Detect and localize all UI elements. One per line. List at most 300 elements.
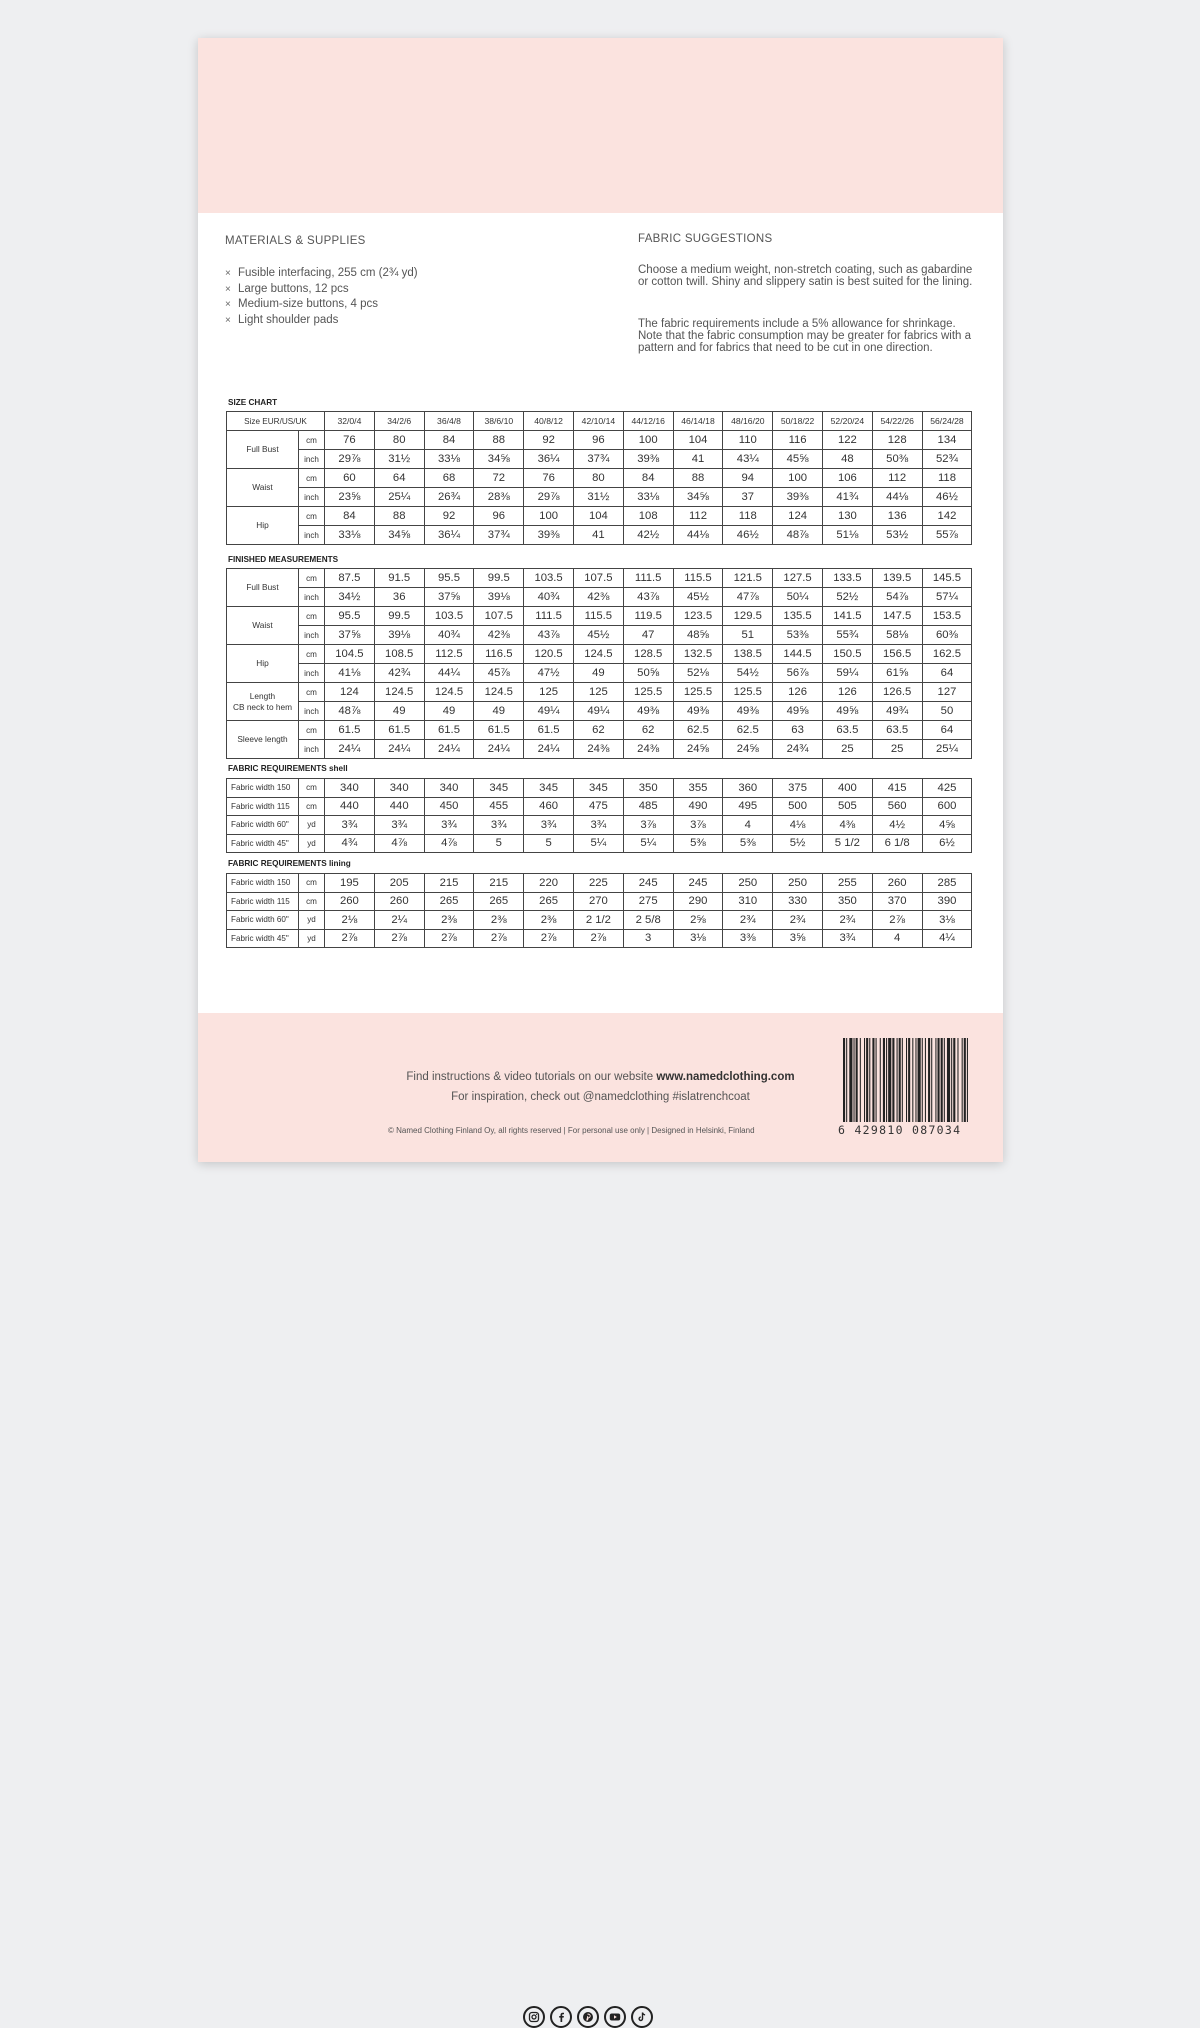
barcode-bar (953, 1038, 955, 1122)
barcode-bar (928, 1038, 930, 1122)
pattern-back-sheet (198, 38, 1003, 1162)
requirement-label: Fabric width 60" (227, 911, 299, 930)
tiktok-icon[interactable] (631, 2006, 653, 2028)
value-cell: 24⅜ (623, 740, 673, 759)
materials-item-text: Light shoulder pads (238, 313, 339, 326)
value-cell: 125.5 (673, 683, 723, 702)
value-cell: 63.5 (822, 721, 872, 740)
value-cell: 23⅝ (325, 488, 375, 507)
value-cell: 37⅝ (325, 626, 375, 645)
unit-cell: cm (299, 892, 325, 911)
size-header-cell: 42/10/14 (574, 412, 624, 431)
value-cell: 47 (623, 626, 673, 645)
value-cell: 64 (374, 469, 424, 488)
value-cell: 41 (574, 526, 624, 545)
value-cell: 560 (872, 797, 922, 816)
unit-cell: yd (299, 911, 325, 930)
value-cell: 3 (623, 929, 673, 948)
measure-label (227, 645, 299, 683)
value-cell: 62.5 (673, 721, 723, 740)
requirement-label: Fabric width 115 (227, 797, 299, 816)
website-link[interactable]: www.namedclothing.com (656, 1071, 795, 1083)
value-cell: 49 (424, 702, 474, 721)
value-cell: 84 (623, 469, 673, 488)
value-cell: 345 (474, 779, 524, 798)
value-cell: 3⅛ (673, 929, 723, 948)
value-cell: 225 (573, 874, 623, 893)
value-cell: 265 (424, 892, 474, 911)
value-cell: 495 (723, 797, 773, 816)
unit-cell: inch (299, 488, 325, 507)
value-cell: 44⅛ (673, 526, 723, 545)
barcode-bar (854, 1038, 855, 1122)
value-cell: 125 (524, 683, 574, 702)
measure-label (227, 507, 299, 545)
measure-row-cm (227, 569, 972, 588)
value-cell: 49⅝ (822, 702, 872, 721)
barcode-bar (899, 1038, 901, 1122)
top-pink-band (198, 38, 1003, 213)
copyright-text: © Named Clothing Finland Oy, all rights reserved | For personal use only | Designed in Helsinki, Finland (388, 1126, 755, 1135)
value-cell: 60⅜ (922, 626, 972, 645)
value-cell: 41 (673, 450, 723, 469)
value-cell: 350 (623, 779, 673, 798)
value-cell: 52½ (822, 588, 872, 607)
value-cell: 115.5 (673, 569, 723, 588)
value-cell: 124.5 (374, 683, 424, 702)
value-cell: 135.5 (773, 607, 823, 626)
value-cell: 265 (524, 892, 574, 911)
measure-row-inch (227, 450, 972, 469)
measure-row-inch (227, 740, 972, 759)
value-cell: 3¾ (325, 816, 375, 835)
value-cell: 136 (872, 507, 922, 526)
value-cell: 96 (574, 431, 624, 450)
value-cell: 270 (573, 892, 623, 911)
value-cell: 47½ (524, 664, 574, 683)
value-cell: 64 (922, 721, 972, 740)
value-cell: 45½ (673, 588, 723, 607)
barcode-bar (967, 1038, 968, 1122)
value-cell: 49⅝ (773, 702, 823, 721)
value-cell: 2⅜ (474, 911, 524, 930)
value-cell: 40¾ (524, 588, 574, 607)
value-cell: 111.5 (524, 607, 574, 626)
finished-measurements-title: FINISHED MEASUREMENTS (228, 555, 339, 564)
value-cell: 34⅝ (374, 526, 424, 545)
unit-cell: inch (299, 588, 325, 607)
value-cell: 88 (673, 469, 723, 488)
materials-item-text: Medium-size buttons, 4 pcs (238, 298, 378, 311)
value-cell: 49 (374, 702, 424, 721)
value-cell: 108 (623, 507, 673, 526)
value-cell: 62 (573, 721, 623, 740)
measure-label (227, 721, 299, 759)
value-cell: 285 (922, 874, 972, 893)
value-cell: 94 (723, 469, 773, 488)
value-cell: 3¾ (374, 816, 424, 835)
barcode-number: 6 429810 087034 (838, 1123, 962, 1137)
value-cell: 60 (325, 469, 375, 488)
value-cell: 36¼ (424, 526, 474, 545)
value-cell: 118 (922, 469, 972, 488)
bullet-x-icon: × (225, 283, 231, 295)
value-cell: 500 (773, 797, 823, 816)
measure-row-cm (227, 469, 972, 488)
barcode-bar (849, 1038, 852, 1122)
value-cell: 112 (673, 507, 723, 526)
value-cell: 345 (573, 779, 623, 798)
value-cell: 2⅞ (524, 929, 574, 948)
requirement-row (227, 892, 972, 911)
measure-label (227, 607, 299, 645)
requirement-row (227, 929, 972, 948)
size-chart-table (226, 411, 972, 545)
value-cell: 116.5 (474, 645, 524, 664)
website-text: Find instructions & video tutorials on our website (406, 1071, 657, 1083)
value-cell: 64 (922, 664, 972, 683)
value-cell: 5¼ (623, 834, 673, 853)
requirement-label: Fabric width 115 (227, 892, 299, 911)
value-cell: 455 (474, 797, 524, 816)
value-cell: 390 (922, 892, 972, 911)
value-cell: 52¾ (922, 450, 972, 469)
fabric-allowance-text: The fabric requirements include a 5% allowance for shrinkage. Note that the fabric consumption may be greater for fabrics with a pattern and for fabrics that need to be cut in one direction. (638, 318, 972, 354)
value-cell: 39⅜ (773, 488, 823, 507)
value-cell: 3⅜ (723, 929, 773, 948)
value-cell: 53½ (872, 526, 922, 545)
measure-row-cm (227, 607, 972, 626)
value-cell: 76 (524, 469, 574, 488)
value-cell: 119.5 (623, 607, 673, 626)
value-cell: 4 (723, 816, 773, 835)
value-cell: 49¾ (872, 702, 922, 721)
value-cell: 39⅜ (623, 450, 673, 469)
size-header-cell: 38/6/10 (474, 412, 524, 431)
value-cell: 87.5 (325, 569, 375, 588)
value-cell: 39⅛ (474, 588, 524, 607)
unit-cell: cm (299, 874, 325, 893)
value-cell: 45⅝ (773, 450, 823, 469)
size-header-cell: 54/22/26 (872, 412, 922, 431)
unit-cell: cm (299, 607, 325, 626)
value-cell: 115.5 (573, 607, 623, 626)
measure-row-inch (227, 626, 972, 645)
inspiration-line: For inspiration, check out @namedclothing #islatrenchcoat (451, 1091, 750, 1103)
lining-requirements-table (226, 873, 972, 948)
value-cell: 33⅛ (325, 526, 375, 545)
materials-item (225, 297, 418, 313)
value-cell: 46½ (723, 526, 773, 545)
value-cell: 25¼ (922, 740, 972, 759)
value-cell: 61.5 (424, 721, 474, 740)
bullet-x-icon: × (225, 314, 231, 326)
measure-row-cm (227, 721, 972, 740)
materials-item (225, 282, 418, 298)
value-cell: 107.5 (474, 607, 524, 626)
value-cell: 84 (424, 431, 474, 450)
value-cell: 345 (524, 779, 574, 798)
value-cell: 49⅜ (723, 702, 773, 721)
value-cell: 425 (922, 779, 972, 798)
measure-label-sub: CB neck to hem (232, 701, 293, 712)
value-cell: 24¼ (374, 740, 424, 759)
value-cell: 36 (374, 588, 424, 607)
value-cell: 37¾ (474, 526, 524, 545)
barcode-bar (846, 1038, 847, 1122)
value-cell: 133.5 (822, 569, 872, 588)
value-cell: 2⅜ (424, 911, 474, 930)
unit-cell: cm (299, 469, 325, 488)
measure-row-inch (227, 664, 972, 683)
value-cell: 62.5 (723, 721, 773, 740)
value-cell: 138.5 (723, 645, 773, 664)
value-cell: 68 (424, 469, 474, 488)
barcode-bar (886, 1038, 887, 1122)
value-cell: 260 (872, 874, 922, 893)
measure-label (227, 469, 299, 507)
requirement-label: Fabric width 45" (227, 929, 299, 948)
value-cell: 88 (374, 507, 424, 526)
value-cell: 127 (922, 683, 972, 702)
value-cell: 107.5 (573, 569, 623, 588)
unit-cell: inch (299, 526, 325, 545)
barcode-bar (880, 1038, 881, 1122)
value-cell: 103.5 (424, 607, 474, 626)
value-cell: 24⅝ (723, 740, 773, 759)
value-cell: 99.5 (374, 607, 424, 626)
value-cell: 47⅞ (723, 588, 773, 607)
value-cell: 4⅞ (424, 834, 474, 853)
value-cell: 128 (872, 431, 922, 450)
size-header-cell: 52/20/24 (822, 412, 872, 431)
value-cell: 112 (872, 469, 922, 488)
value-cell: 505 (822, 797, 872, 816)
value-cell: 52⅛ (673, 664, 723, 683)
bullet-x-icon: × (225, 299, 231, 311)
value-cell: 43⅞ (524, 626, 574, 645)
value-cell: 57¼ (922, 588, 972, 607)
value-cell: 54⅞ (872, 588, 922, 607)
value-cell: 147.5 (872, 607, 922, 626)
shell-requirements-title: FABRIC REQUIREMENTS shell (228, 764, 348, 773)
value-cell: 4¾ (325, 834, 375, 853)
value-cell: 63.5 (872, 721, 922, 740)
value-cell: 4⅞ (374, 834, 424, 853)
value-cell: 48⅞ (773, 526, 823, 545)
requirement-row (227, 911, 972, 930)
value-cell: 130 (822, 507, 872, 526)
value-cell: 45½ (573, 626, 623, 645)
value-cell: 92 (524, 431, 574, 450)
requirement-row (227, 779, 972, 798)
value-cell: 122 (822, 431, 872, 450)
value-cell: 125.5 (723, 683, 773, 702)
value-cell: 33⅛ (424, 450, 474, 469)
requirement-row (227, 834, 972, 853)
measure-label-text: Full Bust (246, 444, 279, 454)
lining-requirements-title: FABRIC REQUIREMENTS lining (228, 859, 351, 868)
value-cell: 44¼ (424, 664, 474, 683)
value-cell: 37 (723, 488, 773, 507)
value-cell: 100 (623, 431, 673, 450)
value-cell: 460 (524, 797, 574, 816)
value-cell: 340 (325, 779, 375, 798)
unit-cell: inch (299, 664, 325, 683)
value-cell: 330 (773, 892, 823, 911)
value-cell: 25¼ (374, 488, 424, 507)
value-cell: 34⅝ (673, 488, 723, 507)
value-cell: 2¾ (822, 911, 872, 930)
value-cell: 142 (922, 507, 972, 526)
value-cell: 4⅜ (822, 816, 872, 835)
size-header-label: Size EUR/US/UK (227, 412, 325, 431)
barcode-bar (876, 1038, 877, 1122)
value-cell: 5¼ (573, 834, 623, 853)
measure-label-text: Hip (256, 520, 269, 530)
value-cell: 3¾ (822, 929, 872, 948)
value-cell: 39⅜ (524, 526, 574, 545)
value-cell: 2⅞ (872, 911, 922, 930)
value-cell: 42¾ (374, 664, 424, 683)
value-cell: 195 (325, 874, 375, 893)
value-cell: 156.5 (872, 645, 922, 664)
value-cell: 99.5 (474, 569, 524, 588)
value-cell: 2⅞ (374, 929, 424, 948)
size-header-cell: 40/8/12 (524, 412, 574, 431)
measure-label-text: Hip (256, 658, 269, 668)
value-cell: 56⅞ (773, 664, 823, 683)
value-cell: 5⅜ (723, 834, 773, 853)
value-cell: 255 (822, 874, 872, 893)
shell-requirements-table (226, 778, 972, 853)
materials-item-text: Large buttons, 12 pcs (238, 282, 349, 295)
unit-cell: cm (299, 645, 325, 664)
value-cell: 37⅝ (424, 588, 474, 607)
pinterest-icon[interactable] (577, 2006, 599, 2028)
value-cell: 76 (325, 431, 375, 450)
value-cell: 120.5 (524, 645, 574, 664)
value-cell: 2⅞ (573, 929, 623, 948)
size-chart-title: SIZE CHART (228, 398, 278, 407)
value-cell: 29⅞ (325, 450, 375, 469)
unit-cell: cm (299, 507, 325, 526)
value-cell: 108.5 (374, 645, 424, 664)
measure-row-inch (227, 488, 972, 507)
materials-list (225, 266, 418, 328)
value-cell: 485 (623, 797, 673, 816)
measure-label (227, 431, 299, 469)
value-cell: 25 (872, 740, 922, 759)
value-cell: 144.5 (773, 645, 823, 664)
size-header-cell: 50/18/22 (773, 412, 823, 431)
value-cell: 162.5 (922, 645, 972, 664)
value-cell: 55⅞ (922, 526, 972, 545)
value-cell: 58⅛ (872, 626, 922, 645)
youtube-icon[interactable] (604, 2006, 626, 2028)
value-cell: 49⅜ (673, 702, 723, 721)
value-cell: 61.5 (474, 721, 524, 740)
value-cell: 2¾ (723, 911, 773, 930)
value-cell: 125 (573, 683, 623, 702)
barcode-bar (922, 1038, 923, 1122)
value-cell: 215 (424, 874, 474, 893)
value-cell: 100 (773, 469, 823, 488)
value-cell: 153.5 (922, 607, 972, 626)
unit-cell: cm (299, 797, 325, 816)
value-cell: 95.5 (424, 569, 474, 588)
value-cell: 141.5 (822, 607, 872, 626)
fabric-suggestions-title: FABRIC SUGGESTIONS (638, 233, 773, 245)
measure-label-text: Waist (252, 482, 273, 492)
measure-row-inch (227, 526, 972, 545)
value-cell: 124 (773, 507, 823, 526)
barcode-bar (872, 1038, 874, 1122)
value-cell: 49¼ (524, 702, 574, 721)
barcode-bar (944, 1038, 945, 1122)
value-cell: 490 (673, 797, 723, 816)
barcode-bar (902, 1038, 903, 1122)
value-cell: 2⅞ (325, 929, 375, 948)
measure-label-text: Waist (252, 620, 273, 630)
barcode-bar (962, 1038, 963, 1122)
value-cell: 41⅛ (325, 664, 375, 683)
value-cell: 50⅜ (872, 450, 922, 469)
barcode-bar (931, 1038, 932, 1122)
value-cell: 46½ (922, 488, 972, 507)
barcode-bar (892, 1038, 894, 1122)
barcode-bar (957, 1038, 958, 1122)
barcode-bar (908, 1038, 910, 1122)
materials-item-text: Fusible interfacing, 255 cm (2¾ yd) (238, 267, 418, 279)
value-cell: 34½ (325, 588, 375, 607)
barcode-bar (938, 1038, 940, 1122)
instagram-icon[interactable] (523, 2006, 545, 2028)
requirement-label: Fabric width 60" (227, 816, 299, 835)
facebook-icon[interactable] (550, 2006, 572, 2028)
value-cell: 2⅛ (325, 911, 375, 930)
value-cell: 3¾ (424, 816, 474, 835)
value-cell: 4½ (872, 816, 922, 835)
value-cell: 106 (822, 469, 872, 488)
measure-label-text: Sleeve length (237, 734, 288, 744)
value-cell: 53⅜ (773, 626, 823, 645)
value-cell: 245 (673, 874, 723, 893)
measure-row-cm (227, 645, 972, 664)
value-cell: 2 1/2 (573, 911, 623, 930)
value-cell: 61.5 (374, 721, 424, 740)
value-cell: 6 1/8 (872, 834, 922, 853)
barcode-bar (888, 1038, 891, 1122)
value-cell: 127.5 (773, 569, 823, 588)
value-cell: 275 (623, 892, 673, 911)
measure-row-inch (227, 588, 972, 607)
value-cell: 124 (325, 683, 375, 702)
value-cell: 104 (673, 431, 723, 450)
value-cell: 2¾ (773, 911, 823, 930)
bullet-x-icon: × (225, 268, 231, 279)
value-cell: 4⅛ (773, 816, 823, 835)
value-cell: 150.5 (822, 645, 872, 664)
value-cell: 44⅛ (872, 488, 922, 507)
unit-cell: cm (299, 683, 325, 702)
value-cell: 5 (524, 834, 574, 853)
barcode-bar (941, 1038, 943, 1122)
value-cell: 5⅜ (673, 834, 723, 853)
value-cell: 95.5 (325, 607, 375, 626)
value-cell: 49 (573, 664, 623, 683)
value-cell: 121.5 (723, 569, 773, 588)
